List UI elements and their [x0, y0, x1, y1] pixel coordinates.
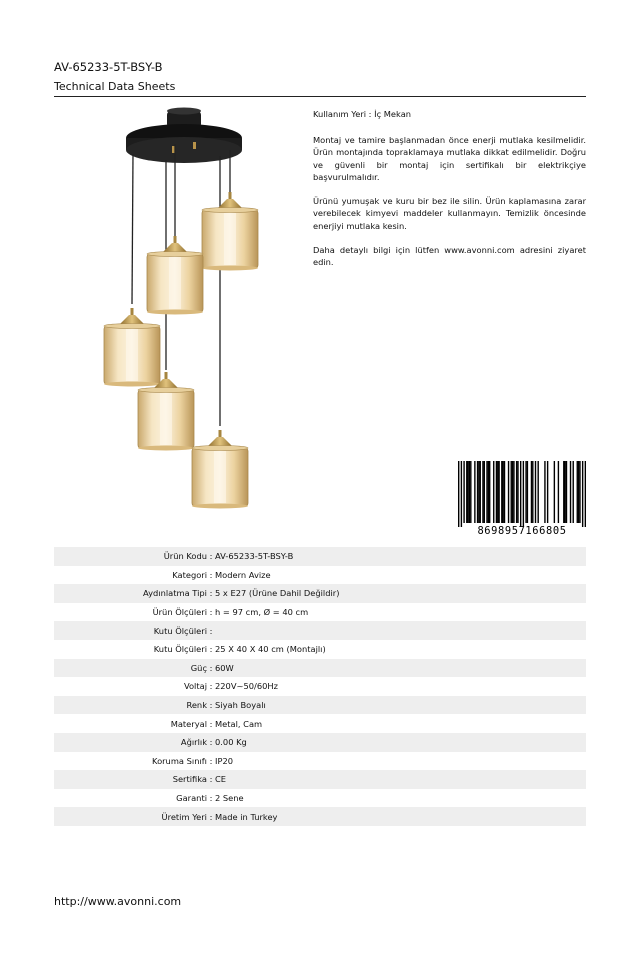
barcode-bar — [480, 461, 481, 523]
spec-label: Aydınlatma Tipi — [143, 588, 207, 599]
spec-separator: : — [209, 625, 213, 636]
spec-separator: : — [209, 588, 213, 599]
barcode-bar — [498, 461, 499, 523]
spec-separator: : — [209, 551, 213, 562]
barcode-bar — [497, 461, 498, 523]
barcode-bar — [486, 461, 487, 523]
spec-label: Güç — [190, 662, 207, 673]
spec-row — [54, 696, 586, 715]
barcode-bar — [461, 461, 462, 527]
spec-row — [54, 547, 586, 566]
barcode-bar — [544, 461, 545, 523]
spec-label: Ürün Kodu — [163, 551, 207, 562]
barcode — [458, 461, 586, 536]
barcode-bar — [578, 461, 579, 523]
spec-value: 5 x E27 (Ürüne Dahil Değildir) — [215, 588, 340, 599]
barcode-bar — [493, 461, 494, 523]
spec-row — [54, 566, 586, 585]
barcode-bar — [537, 461, 538, 523]
cleaning-paragraph: Ürünü yumuşak ve kuru bir bez ile silin. Ürün kaplamasına zarar verebilecek kimyevi maddeler kullanmayın. Temizlik öncesinde enerjiyi mutlaka kesin. — [313, 196, 586, 231]
spec-value: 60W — [215, 662, 234, 673]
barcode-bar — [525, 461, 526, 523]
spec-row — [54, 807, 586, 826]
barcode-bar — [502, 461, 503, 523]
spec-value: IP20 — [215, 755, 234, 766]
spec-label: Ağırlık — [180, 737, 207, 748]
barcode-bar — [547, 461, 548, 523]
spec-value: AV-65233-5T-BSY-B — [215, 551, 294, 562]
spec-label: Sertifika — [172, 774, 207, 785]
spec-value: Metal, Cam — [215, 718, 263, 729]
pendant-shade — [104, 308, 160, 387]
barcode-bar — [466, 461, 467, 523]
barcode-bar — [478, 461, 479, 523]
spec-value: 2 Sene — [215, 793, 244, 804]
pendant-shade — [147, 236, 203, 315]
spec-separator: : — [209, 755, 213, 766]
spec-row — [54, 752, 586, 771]
barcode-bar — [516, 461, 517, 523]
barcode-bar — [489, 461, 490, 523]
spec-table — [54, 547, 586, 826]
barcode-bar — [570, 461, 571, 523]
barcode-bar — [501, 461, 502, 523]
barcode-bar — [563, 461, 564, 523]
spec-separator: : — [209, 774, 213, 785]
barcode-bar — [564, 461, 565, 523]
spec-row — [54, 733, 586, 752]
footer-url[interactable]: http://www.avonni.com — [54, 895, 182, 908]
spec-row — [54, 714, 586, 733]
spec-row — [54, 621, 586, 640]
pendant-shade — [202, 192, 258, 271]
spec-separator: : — [209, 662, 213, 673]
pendant-shade — [192, 430, 248, 509]
barcode-bar — [477, 461, 478, 523]
barcode-bar — [469, 461, 470, 523]
info-panel — [313, 108, 586, 281]
barcode-bar — [535, 461, 536, 523]
spec-row — [54, 770, 586, 789]
barcode-bar — [496, 461, 497, 523]
usage-line — [313, 108, 586, 120]
barcode-bar — [558, 461, 559, 523]
spec-value: Modern Avize — [215, 569, 271, 580]
barcode-bar — [577, 461, 578, 523]
barcode-bar — [458, 461, 459, 527]
spec-row — [54, 789, 586, 808]
spec-separator: : — [209, 718, 213, 729]
barcode-bar — [504, 461, 505, 523]
barcode-bar — [484, 461, 485, 523]
spec-label: Kategori — [172, 569, 207, 580]
spec-label: Renk — [186, 700, 207, 711]
barcode-bar — [531, 461, 532, 523]
product-code-title: AV-65233-5T-BSY-B — [54, 60, 163, 74]
barcode-bar — [566, 461, 567, 523]
barcode-bar — [554, 461, 555, 523]
spec-value: CE — [215, 774, 227, 785]
spec-separator: : — [209, 811, 213, 822]
barcode-bars — [458, 461, 586, 527]
document-subtitle: Technical Data Sheets — [54, 80, 176, 93]
safety-paragraph: Montaj ve tamire başlanmadan önce enerji mutlaka kesilmelidir. Ürün montajında topraklamaya mutlaka dikkat edilmelidir. Doğru ve güvenli bir montaj için sertifikalı bir elektrikçiye başvurulmalıdır. — [313, 135, 586, 182]
product-image — [54, 104, 304, 516]
spec-label: Ürün Ölçüleri — [152, 607, 207, 618]
header-divider — [54, 96, 586, 97]
spec-separator: : — [209, 700, 213, 711]
spec-label: Koruma Sınıfı — [152, 755, 207, 766]
spec-label: Voltaj — [183, 681, 207, 692]
spec-row — [54, 603, 586, 622]
spec-separator: : — [209, 644, 213, 655]
barcode-digits: 8698957166805 — [477, 525, 567, 536]
barcode-bar — [511, 461, 512, 523]
barcode-bar — [474, 461, 475, 523]
website-paragraph: Daha detaylı bilgi için lütfen www.avonni.com adresini ziyaret edin. — [313, 245, 586, 268]
barcode-bar — [520, 461, 521, 527]
barcode-bar — [527, 461, 528, 523]
barcode-bar — [513, 461, 514, 523]
barcode-bar — [508, 461, 509, 523]
spec-separator: : — [209, 681, 213, 692]
spec-separator: : — [209, 607, 213, 618]
spec-separator: : — [209, 793, 213, 804]
spec-value: h = 97 cm, Ø = 40 cm — [215, 607, 309, 618]
barcode-bar — [470, 461, 471, 523]
barcode-bar — [532, 461, 533, 523]
spec-row — [54, 584, 586, 603]
spec-value: 220V~50/60Hz — [215, 681, 278, 692]
spec-value: Siyah Boyalı — [215, 700, 266, 711]
barcode-bar — [512, 461, 513, 523]
barcode-bar — [517, 461, 518, 523]
spec-label: Kutu Ölçüleri — [153, 625, 207, 636]
spec-value: 0.00 Kg — [215, 737, 247, 748]
spec-value: 25 X 40 X 40 cm (Montajlı) — [215, 644, 326, 655]
spec-row — [54, 659, 586, 678]
barcode-bar — [585, 461, 586, 527]
spec-row — [54, 677, 586, 696]
usage-value: İç Mekan — [374, 109, 412, 119]
barcode-bar — [482, 461, 483, 523]
barcode-bar — [463, 461, 464, 523]
spec-separator: : — [209, 569, 213, 580]
barcode-bar — [488, 461, 489, 523]
spec-label: Materyal — [170, 718, 207, 729]
barcode-bar — [467, 461, 468, 523]
spec-label: Garanti — [176, 793, 207, 804]
barcode-bar — [579, 461, 580, 523]
spec-row — [54, 640, 586, 659]
usage-label: Kullanım Yeri : — [313, 109, 372, 119]
barcode-bar — [582, 461, 583, 527]
spec-separator: : — [209, 737, 213, 748]
barcode-bar — [573, 461, 574, 523]
spec-label: Kutu Ölçüleri — [153, 644, 207, 655]
ceiling-canopy — [126, 108, 242, 164]
spec-value: Made in Turkey — [215, 811, 278, 822]
barcode-bar — [523, 461, 524, 527]
spec-label: Üretim Yeri — [161, 811, 207, 822]
